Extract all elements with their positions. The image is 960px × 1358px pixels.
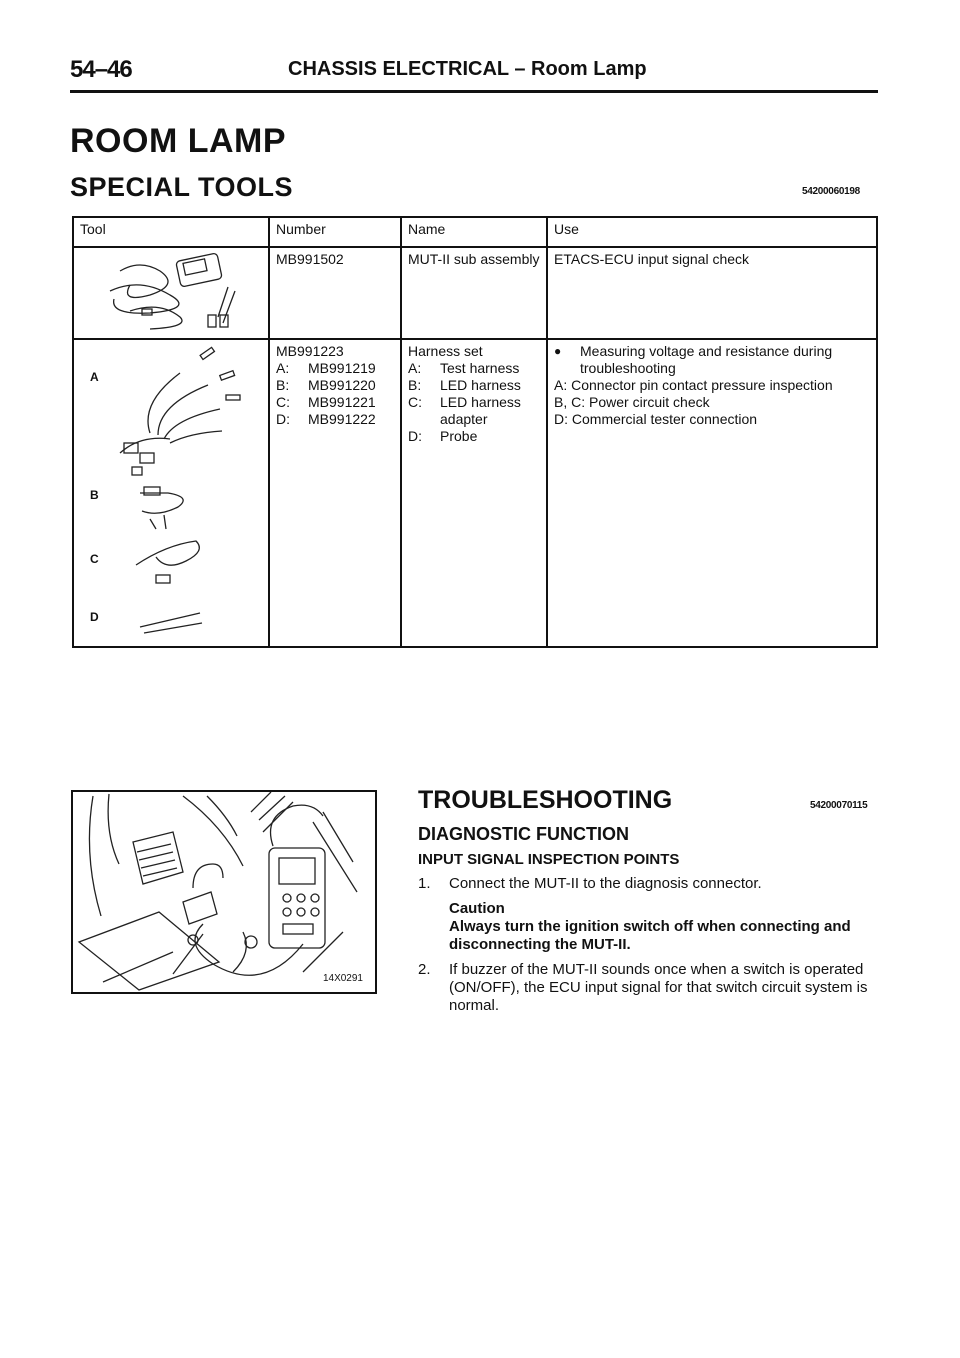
special-tools-ref-code: 54200060198 — [802, 186, 860, 197]
page-number: 54–46 — [70, 56, 132, 83]
tool-image-cell — [73, 247, 269, 339]
special-tools-heading: SPECIAL TOOLS — [70, 172, 294, 202]
caution-block — [418, 900, 878, 954]
name-item: B: LED harness — [408, 377, 521, 393]
table-header-row — [73, 217, 877, 247]
name-item: A: Test harness — [408, 360, 520, 376]
col-header-number: Number — [269, 217, 401, 247]
use-bullet-item: ● Measuring voltage and resistance during troubleshooting — [554, 343, 833, 376]
special-tools-table — [72, 216, 878, 648]
page-header — [70, 56, 878, 93]
number-item: A: MB991219 — [276, 360, 376, 376]
tool-label-a: A — [90, 370, 99, 384]
troubleshooting-ref-code: 54200070115 — [810, 800, 868, 811]
number-item: C: MB991221 — [276, 394, 376, 410]
tool-label-b: B — [90, 488, 99, 502]
harness-set-illustration — [80, 343, 250, 643]
tool-image-cell — [73, 339, 269, 647]
troubleshooting-heading: TROUBLESHOOTING — [418, 786, 673, 814]
tool-number: MB991502 — [269, 247, 401, 339]
section-name: CHASSIS ELECTRICAL — [288, 58, 509, 80]
col-header-use: Use — [547, 217, 877, 247]
figure-code: 14X0291 — [322, 973, 363, 984]
step-number: 2. — [418, 961, 431, 978]
input-signal-heading: INPUT SIGNAL INSPECTION POINTS — [418, 851, 680, 868]
table-row — [73, 247, 877, 339]
use-item: B, C: Power circuit check — [554, 394, 710, 410]
tool-name-cell — [401, 339, 547, 647]
mut-ii-connection-illustration — [73, 792, 375, 992]
mut-ii-sub-assembly-illustration — [80, 251, 250, 335]
number-item: B: MB991220 — [276, 377, 376, 393]
step-text: Connect the MUT-II to the diagnosis connector. — [449, 875, 762, 892]
tool-use-cell — [547, 339, 877, 647]
bullet-icon: ● — [554, 344, 562, 358]
name-item: D: Probe — [408, 428, 478, 444]
diagnosis-connector-figure — [71, 790, 377, 994]
tool-name: MUT-II sub assembly — [401, 247, 547, 339]
step-item — [418, 875, 878, 893]
step-number: 1. — [418, 875, 431, 892]
table-row — [73, 339, 877, 647]
page-title: ROOM LAMP — [70, 122, 287, 160]
subsection-name: Room Lamp — [531, 58, 647, 80]
section-separator: – — [514, 58, 526, 80]
col-header-tool: Tool — [73, 217, 269, 247]
tool-label-c: C — [90, 552, 99, 566]
tool-use: ETACS-ECU input signal check — [547, 247, 877, 339]
name-item: C: LED harness adapter — [408, 394, 521, 427]
caution-heading: Caution — [449, 900, 505, 917]
col-header-name: Name — [401, 217, 547, 247]
step-item — [418, 961, 878, 1015]
tool-label-d: D — [90, 610, 99, 624]
section-title — [288, 58, 647, 81]
use-item: A: Connector pin contact pressure inspection — [554, 377, 833, 393]
troubleshooting-body — [418, 875, 878, 1022]
use-item: D: Commercial tester connection — [554, 411, 758, 427]
harness-set-number: MB991223 — [276, 343, 344, 359]
step-text: If buzzer of the MUT-II sounds once when a switch is operated (ON/OFF), the ECU input signal for that switch circuit system is normal. — [449, 961, 868, 1014]
tool-number-cell — [269, 339, 401, 647]
number-item: D: MB991222 — [276, 411, 376, 427]
harness-set-name: Harness set — [408, 343, 483, 359]
diagnostic-function-heading: DIAGNOSTIC FUNCTION — [418, 824, 629, 844]
caution-text: Always turn the ignition switch off when connecting and disconnecting the MUT-II. — [449, 918, 851, 953]
